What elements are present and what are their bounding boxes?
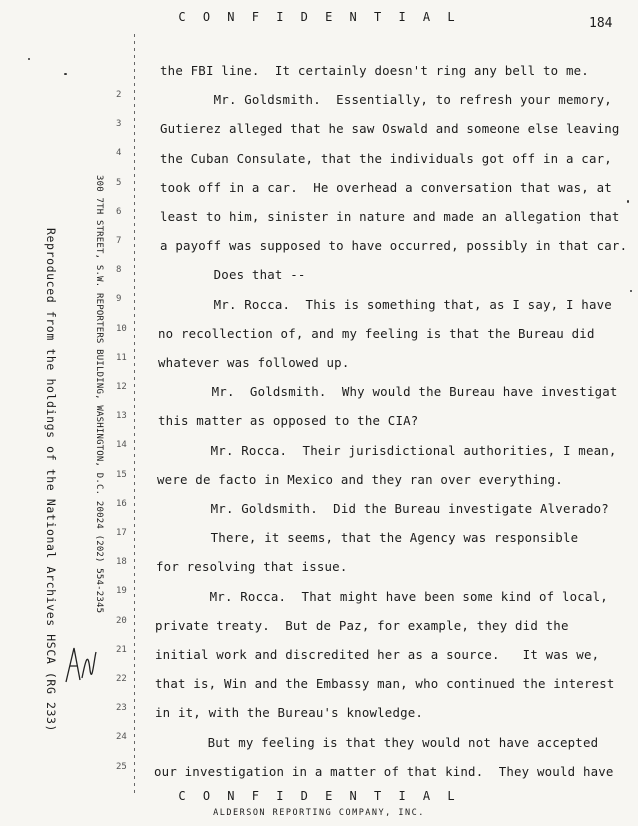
transcript-line: our investigation in a matter of that kind. They would have	[154, 763, 614, 779]
scan-speck	[64, 73, 67, 75]
line-number: 10	[116, 323, 127, 334]
transcript-line: private treaty. But de Paz, for example, they did the	[155, 617, 569, 633]
transcript-line: for resolving that issue.	[156, 559, 348, 575]
line-number: 15	[116, 469, 127, 480]
scan-speck	[627, 200, 629, 203]
margin-rule	[134, 34, 135, 794]
line-number: 16	[116, 498, 127, 509]
line-number: 24	[116, 732, 127, 743]
line-number: 14	[116, 440, 127, 451]
line-number: 17	[116, 528, 127, 538]
line-number: 6	[116, 206, 122, 217]
transcript-line: whatever was followed up.	[158, 355, 350, 370]
transcript-line: Mr. Goldsmith. Essentially, to refresh your memory,	[160, 92, 612, 108]
transcript-line: the FBI line. It certainly doesn't ring any bell to me.	[160, 63, 589, 78]
line-number: 3	[116, 119, 122, 130]
reporter-address: 300 7TH STREET, S.W. REPORTERS BUILDING, WASHINGTON, D.C. 20024 (202) 554-2345	[94, 175, 104, 614]
line-number: 23	[116, 703, 127, 714]
transcript-line: Mr. Rocca. That might have been some kind of local,	[156, 588, 608, 604]
transcript-line: Mr. Rocca. Their jurisdictional authorities, I mean,	[157, 442, 617, 458]
transcript-line: this matter as opposed to the CIA?	[158, 413, 419, 429]
footer-confidential: C O N F I D E N T I A L	[178, 789, 460, 803]
line-number: 25	[116, 761, 127, 772]
handwritten-initials	[60, 640, 100, 690]
line-number: 2	[116, 90, 122, 100]
scan-speck	[28, 58, 30, 60]
header-confidential: C O N F I D E N T I A L	[178, 10, 460, 24]
footer-company: ALDERSON REPORTING COMPANY, INC.	[213, 808, 425, 818]
archives-note: Reproduced from the holdings of the National Archives HSCA (RG 233)	[44, 228, 58, 733]
line-number: 7	[116, 236, 122, 246]
line-number: 22	[116, 674, 127, 684]
transcript-line: Gutierez alleged that he saw Oswald and someone else leaving	[160, 121, 620, 137]
transcript-line: Does that --	[160, 267, 306, 283]
transcript-line: took off in a car. He overhead a conversation that was, at	[160, 179, 612, 195]
transcript-line: But my feeling is that they would not have accepted	[154, 734, 599, 750]
line-number: 8	[116, 265, 122, 276]
transcript-line: Mr. Goldsmith. Why would the Bureau have investigat	[158, 384, 618, 400]
transcript-line: a payoff was supposed to have occurred, possibly in that car.	[160, 238, 628, 254]
line-number: 5	[116, 177, 122, 188]
transcript-line: were de facto in Mexico and they ran over everything.	[157, 471, 563, 487]
transcript-line: that is, Win and the Embassy man, who continued the interest	[155, 676, 615, 692]
transcript-line: in it, with the Bureau's knowledge.	[155, 705, 424, 721]
line-number: 12	[116, 382, 127, 392]
line-number: 21	[116, 644, 127, 655]
line-number: 20	[116, 615, 127, 626]
transcript-line: least to him, sinister in nature and made an allegation that	[160, 209, 620, 224]
transcript-line: Mr. Rocca. This is something that, as I say, I have	[160, 296, 612, 312]
line-number: 11	[116, 352, 127, 363]
transcript-line: Mr. Goldsmith. Did the Bureau investigate Alverado?	[157, 501, 609, 516]
transcript-line: the Cuban Consulate, that the individuals got off in a car,	[160, 150, 612, 166]
transcript-line: initial work and discredited her as a source. It was we,	[155, 647, 600, 662]
line-number: 4	[116, 148, 122, 159]
line-number: 19	[116, 586, 127, 597]
line-number: 9	[116, 294, 122, 305]
page-number: 184	[589, 16, 613, 31]
line-number: 18	[116, 557, 127, 568]
transcript-line: no recollection of, and my feeling is that the Bureau did	[158, 325, 595, 341]
line-number: 13	[116, 411, 127, 422]
scan-speck	[630, 290, 632, 292]
transcript-line: There, it seems, that the Agency was responsible	[157, 530, 579, 546]
